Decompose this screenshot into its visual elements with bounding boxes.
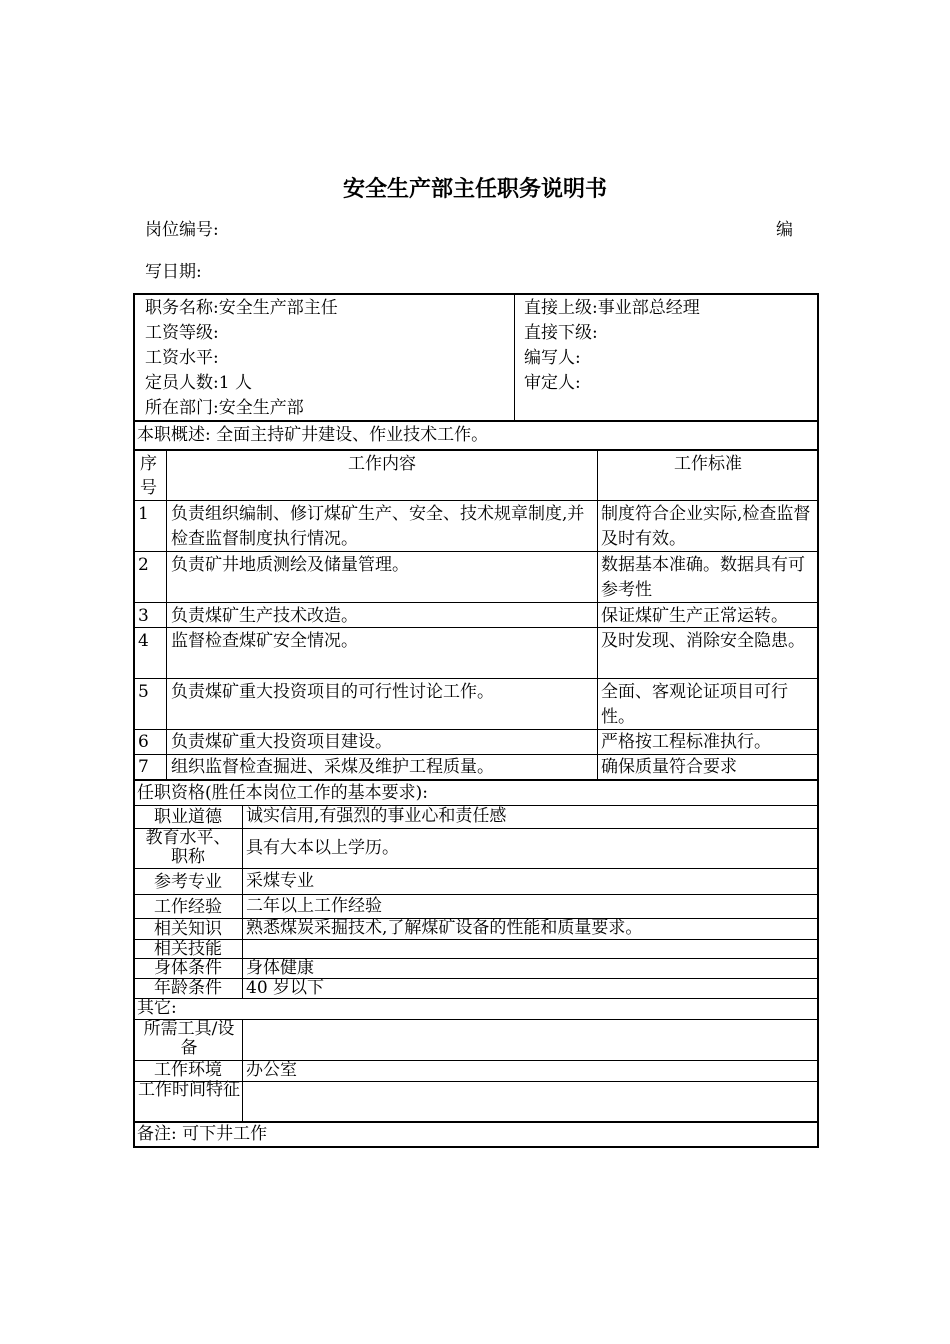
other-value: 办公室 — [246, 1060, 297, 1080]
position-no-label: 岗位编号: — [145, 220, 219, 240]
duty-no: 4 — [138, 631, 149, 651]
qualification-value: 二年以上工作经验 — [246, 896, 382, 916]
qualification-value: 诚实信用,有强烈的事业心和责任感 — [246, 806, 507, 826]
page-title: 安全生产部主任职务说明书 — [342, 177, 607, 202]
reviewer-field: 审定人: — [524, 373, 581, 393]
duty-content: 负责煤矿重大投资项目建设。 — [171, 732, 392, 752]
other-label: 工作时间特征 — [138, 1080, 240, 1100]
duty-no: 7 — [138, 757, 149, 777]
date-label: 写日期: — [145, 262, 202, 282]
job-summary: 本职概述: 全面主持矿井建设、作业技术工作。 — [137, 425, 489, 445]
duty-no: 1 — [138, 504, 149, 524]
qualification-label: 参考专业 — [154, 872, 222, 892]
other-label: 所需工具/设备 — [143, 1019, 235, 1058]
written-by-label: 编 — [776, 220, 793, 240]
duty-standard: 数据基本准确。数据具有可参考性 — [601, 555, 805, 600]
other-title: 其它: — [137, 998, 177, 1018]
qualification-label: 年龄条件 — [154, 978, 222, 998]
qualification-value: 40 岁以下 — [246, 978, 325, 998]
salary-grade-field: 工资等级: — [145, 323, 219, 343]
other-label: 工作环境 — [154, 1060, 222, 1080]
duty-content: 负责煤矿生产技术改造。 — [171, 606, 358, 626]
qualification-value: 熟悉煤炭采掘技术,了解煤矿设备的性能和质量要求。 — [246, 918, 643, 938]
duty-no: 5 — [138, 682, 149, 702]
qualifications-title: 任职资格(胜任本岗位工作的基本要求): — [137, 783, 428, 803]
subordinate-field: 直接下级: — [524, 323, 598, 343]
qualification-label: 职业道德 — [154, 807, 222, 827]
content-header: 工作内容 — [348, 454, 416, 474]
duty-standard: 确保质量符合要求 — [601, 757, 737, 777]
qualification-value: 身体健康 — [246, 958, 314, 978]
qualification-label: 工作经验 — [154, 897, 222, 917]
duty-no: 2 — [138, 555, 149, 575]
duty-standard: 制度符合企业实际,检查监督及时有效。 — [601, 504, 811, 549]
duty-content: 监督检查煤矿安全情况。 — [171, 631, 358, 651]
headcount-field: 定员人数:1 人 — [145, 373, 252, 393]
standard-header: 工作标准 — [674, 454, 742, 474]
duty-content: 组织监督检查掘进、采煤及维护工程质量。 — [171, 757, 494, 777]
duty-no: 6 — [138, 732, 149, 752]
duty-content: 负责矿井地质测绘及储量管理。 — [171, 555, 409, 575]
duty-no: 3 — [138, 606, 149, 626]
duty-content: 负责煤矿重大投资项目的可行性讨论工作。 — [171, 682, 494, 702]
salary-level-field: 工资水平: — [145, 348, 219, 368]
department-field: 所在部门:安全生产部 — [145, 398, 304, 418]
qualification-label: 身体条件 — [154, 958, 222, 978]
author-field: 编写人: — [524, 348, 581, 368]
seq-header: 序号 — [140, 454, 157, 498]
job-title-field: 职务名称:安全生产部主任 — [145, 298, 338, 318]
duty-content: 负责组织编制、修订煤矿生产、安全、技术规章制度,并检查监督制度执行情况。 — [171, 504, 585, 549]
qualification-value: 采煤专业 — [246, 871, 314, 891]
duty-standard: 严格按工程标准执行。 — [601, 732, 771, 752]
superior-field: 直接上级:事业部总经理 — [524, 298, 700, 318]
qualification-value: 具有大本以上学历。 — [246, 838, 399, 858]
duty-standard: 保证煤矿生产正常运转。 — [601, 606, 788, 626]
qualification-label: 教育水平、职称 — [145, 828, 231, 867]
duty-standard: 全面、客观论证项目可行性。 — [601, 682, 788, 727]
remark: 备注: 可下井工作 — [137, 1124, 268, 1144]
duty-standard: 及时发现、消除安全隐患。 — [601, 631, 805, 651]
qualification-label: 相关知识 — [154, 919, 222, 939]
qualification-label: 相关技能 — [154, 939, 222, 959]
